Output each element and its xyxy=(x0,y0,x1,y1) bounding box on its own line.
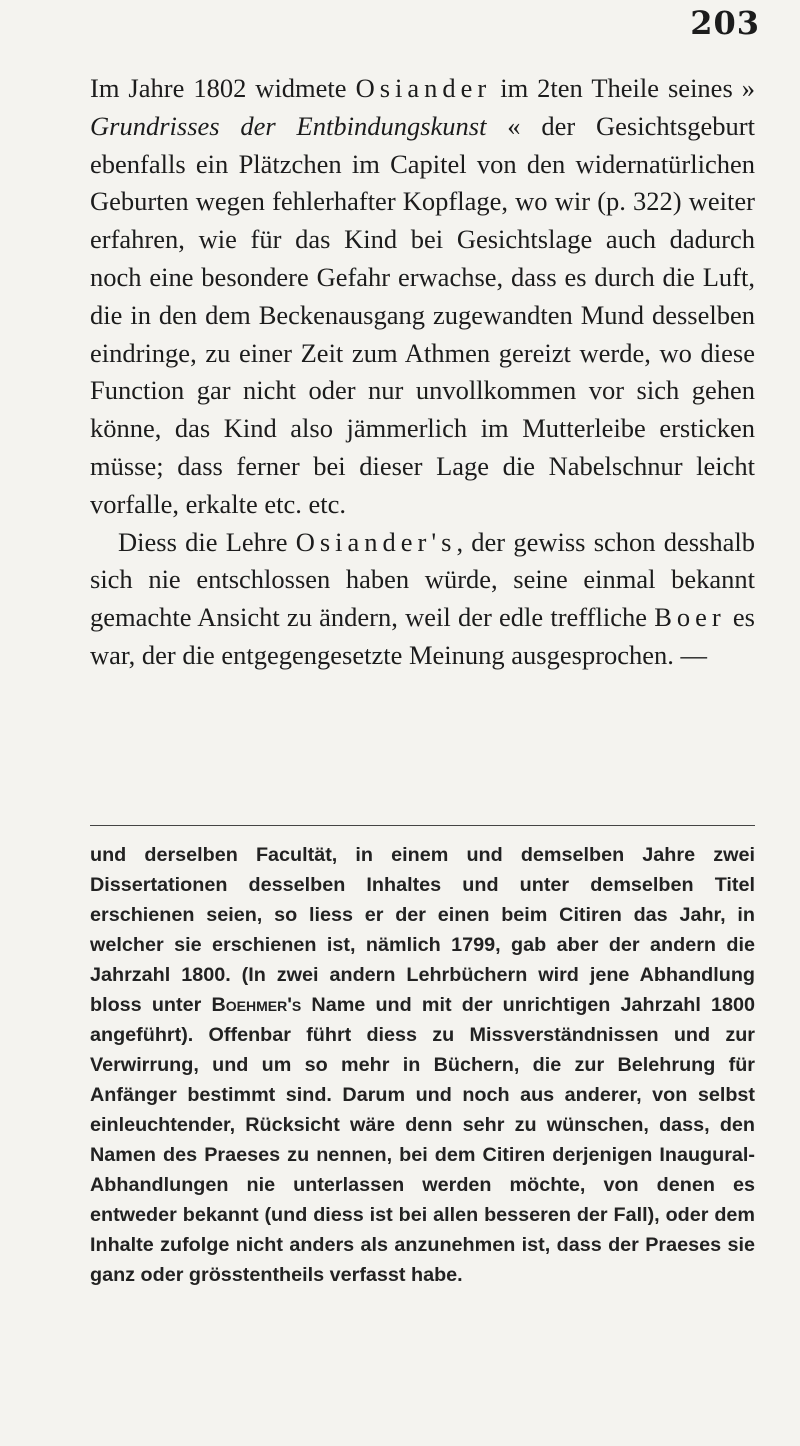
p2-text-b: , der gewiss schon desshalb sich nie entschlossen haben würde, seine einmal bekannt gemachte Ansicht zu ändern, weil der edle treffliche xyxy=(90,526,755,633)
author-name: Osiander xyxy=(355,73,492,103)
paragraph-2 xyxy=(90,524,755,675)
book-title: Grundrisses der Entbindungskunst xyxy=(90,110,487,141)
p2-text-c: es war, der die entgegengesetzte Meinung ausgesprochen. — xyxy=(90,602,755,670)
p1-text-c: « der Gesichtsgeburt ebenfalls ein Plätzchen im Capitel von den widernatürlichen Geburten wegen fehlerhafter Kopflage, wo wir (p. 322) weiter erfahren, wie für das Kind bei Gesichtslage auch dadurch noch eine besondere Gefahr erwachse, dass es durch die Luft, die in den dem Beckenausgang zugewandten Mund desselben eindringe, zu einer Zeit zum Athmen gereizt werde, wo diese Function gar nicht oder nur unvollkommen vor sich gehen könne, das Kind also jämmerlich im Mutterleibe ersticken müsse; dass ferner bei dieser Lage die Nabelschnur leicht vorfalle, erkalte etc. etc. xyxy=(90,110,755,519)
paragraph-1 xyxy=(90,70,755,524)
p1-text-b: im 2ten Theile seines » xyxy=(491,73,755,103)
author-name-possessive: Osiander's xyxy=(295,526,457,557)
main-text xyxy=(90,70,755,675)
person-name: Boer xyxy=(654,602,726,633)
footnote-divider xyxy=(90,825,755,826)
footnote xyxy=(90,840,755,1290)
p1-text-a: Im Jahre 1802 widmete xyxy=(90,73,356,103)
footnote-text-b: Name und mit der unrichtigen Jahrzahl 1800 angeführt). Offenbar führt diess zu Missverständnissen und zur Verwirrung, und um so mehr in Büchern, die zur Belehrung für Anfänger bestimmt sind. Darum und noch aus anderer, von selbst einleuchtender, Rücksicht wäre denn sehr zu wünschen, dass, den Namen des Praeses zu nennen, bei dem Citiren derjenigen Inaugural-Abhandlungen nie unterlassen werden möchte, von denen es entweder bekannt (und diess ist bei allen besseren der Fall), oder dem Inhalte zufolge nicht anders als anzunehmen ist, dass der Praeses sie ganz oder grösstentheils verfasst habe. xyxy=(90,994,755,1286)
p2-text-a: Diess die Lehre xyxy=(118,526,296,557)
page-number: 203 xyxy=(690,4,760,42)
footnote-text-a: und derselben Facultät, in einem und demselben Jahre zwei Dissertationen desselben Inhaltes und unter demselben Titel erschienen seien, so liess er der einen beim Citiren das Jahr, in welcher sie erschienen ist, nämlich 1799, gab aber der andern die Jahrzahl 1800. (In zwei andern Lehrbüchern wird jene Abhandlung bloss unter xyxy=(90,844,755,1016)
footnote-person-name: Boehmer's xyxy=(211,994,302,1016)
footnote-text xyxy=(90,840,755,1290)
